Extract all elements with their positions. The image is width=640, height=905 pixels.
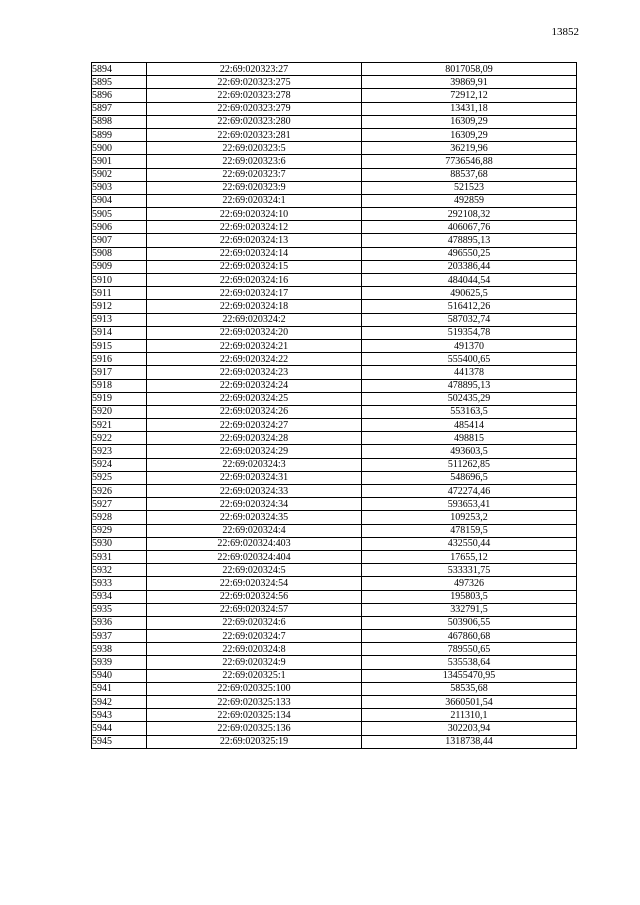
table-row	[92, 339, 577, 352]
value-cell: 503906,55	[362, 616, 577, 629]
cadastral-number-cell: 22:69:020325:1	[147, 669, 362, 682]
cadastral-number-cell: 22:69:020323:280	[147, 115, 362, 128]
value-cell: 789550,65	[362, 643, 577, 656]
table-row	[92, 260, 577, 273]
value-cell: 195803,5	[362, 590, 577, 603]
row-number-cell: 5945	[92, 735, 147, 748]
cadastral-number-cell: 22:69:020324:31	[147, 471, 362, 484]
cadastral-number-cell: 22:69:020324:6	[147, 616, 362, 629]
table-row	[92, 630, 577, 643]
value-cell: 3660501,54	[362, 696, 577, 709]
value-cell: 490625,5	[362, 287, 577, 300]
cadastral-number-cell: 22:69:020324:21	[147, 339, 362, 352]
value-cell: 211310,1	[362, 709, 577, 722]
value-cell: 496550,25	[362, 247, 577, 260]
value-cell: 478159,5	[362, 524, 577, 537]
cadastral-number-cell: 22:69:020324:20	[147, 326, 362, 339]
table-row	[92, 577, 577, 590]
row-number-cell: 5941	[92, 682, 147, 695]
row-number-cell: 5903	[92, 181, 147, 194]
table-row	[92, 326, 577, 339]
cadastral-number-cell: 22:69:020324:13	[147, 234, 362, 247]
table-row	[92, 432, 577, 445]
cadastral-number-cell: 22:69:020324:25	[147, 392, 362, 405]
table-body	[92, 63, 577, 749]
row-number-cell: 5933	[92, 577, 147, 590]
row-number-cell: 5928	[92, 511, 147, 524]
row-number-cell: 5931	[92, 550, 147, 563]
cadastral-number-cell: 22:69:020325:134	[147, 709, 362, 722]
row-number-cell: 5909	[92, 260, 147, 273]
cadastral-number-cell: 22:69:020324:5	[147, 564, 362, 577]
cadastral-number-cell: 22:69:020324:33	[147, 485, 362, 498]
cadastral-number-cell: 22:69:020324:3	[147, 458, 362, 471]
cadastral-number-cell: 22:69:020324:29	[147, 445, 362, 458]
value-cell: 519354,78	[362, 326, 577, 339]
value-cell: 292108,32	[362, 208, 577, 221]
cadastral-number-cell: 22:69:020324:403	[147, 537, 362, 550]
table-row	[92, 366, 577, 379]
cadastral-number-cell: 22:69:020324:14	[147, 247, 362, 260]
table-row	[92, 392, 577, 405]
value-cell: 498815	[362, 432, 577, 445]
table-row	[92, 102, 577, 115]
value-cell: 491370	[362, 339, 577, 352]
value-cell: 587032,74	[362, 313, 577, 326]
table-row	[92, 419, 577, 432]
value-cell: 478895,13	[362, 379, 577, 392]
cadastral-number-cell: 22:69:020324:23	[147, 366, 362, 379]
value-cell: 39869,91	[362, 76, 577, 89]
row-number-cell: 5929	[92, 524, 147, 537]
cadastral-number-cell: 22:69:020324:34	[147, 498, 362, 511]
cadastral-number-cell: 22:69:020323:9	[147, 181, 362, 194]
value-cell: 302203,94	[362, 722, 577, 735]
cadastral-number-cell: 22:69:020325:133	[147, 696, 362, 709]
cadastral-number-cell: 22:69:020324:2	[147, 313, 362, 326]
cadastral-number-cell: 22:69:020323:6	[147, 155, 362, 168]
table-row	[92, 458, 577, 471]
table-row	[92, 234, 577, 247]
table-row	[92, 696, 577, 709]
row-number-cell: 5943	[92, 709, 147, 722]
value-cell: 36219,96	[362, 142, 577, 155]
value-cell: 593653,41	[362, 498, 577, 511]
row-number-cell: 5907	[92, 234, 147, 247]
cadastral-number-cell: 22:69:020324:1	[147, 194, 362, 207]
row-number-cell: 5905	[92, 208, 147, 221]
value-cell: 478895,13	[362, 234, 577, 247]
cadastral-number-cell: 22:69:020324:9	[147, 656, 362, 669]
row-number-cell: 5937	[92, 630, 147, 643]
row-number-cell: 5923	[92, 445, 147, 458]
table-row	[92, 287, 577, 300]
cadastral-number-cell: 22:69:020325:19	[147, 735, 362, 748]
value-cell: 203386,44	[362, 260, 577, 273]
cadastral-number-cell: 22:69:020323:281	[147, 128, 362, 141]
table-row	[92, 643, 577, 656]
table-row	[92, 735, 577, 748]
row-number-cell: 5908	[92, 247, 147, 260]
value-cell: 535538,64	[362, 656, 577, 669]
table-row	[92, 194, 577, 207]
row-number-cell: 5944	[92, 722, 147, 735]
row-number-cell: 5940	[92, 669, 147, 682]
table-row	[92, 550, 577, 563]
row-number-cell: 5922	[92, 432, 147, 445]
cadastral-number-cell: 22:69:020324:28	[147, 432, 362, 445]
row-number-cell: 5938	[92, 643, 147, 656]
value-cell: 497326	[362, 577, 577, 590]
value-cell: 88537,68	[362, 168, 577, 181]
row-number-cell: 5917	[92, 366, 147, 379]
value-cell: 484044,54	[362, 274, 577, 287]
cadastral-number-cell: 22:69:020324:16	[147, 274, 362, 287]
value-cell: 332791,5	[362, 603, 577, 616]
cadastral-number-cell: 22:69:020324:24	[147, 379, 362, 392]
table-row	[92, 564, 577, 577]
cadastral-number-cell: 22:69:020324:54	[147, 577, 362, 590]
row-number-cell: 5934	[92, 590, 147, 603]
table-row	[92, 405, 577, 418]
table-row	[92, 498, 577, 511]
row-number-cell: 5901	[92, 155, 147, 168]
value-cell: 432550,44	[362, 537, 577, 550]
cadastral-number-cell: 22:69:020324:404	[147, 550, 362, 563]
row-number-cell: 5899	[92, 128, 147, 141]
cadastral-number-cell: 22:69:020324:12	[147, 221, 362, 234]
row-number-cell: 5898	[92, 115, 147, 128]
value-cell: 441378	[362, 366, 577, 379]
row-number-cell: 5897	[92, 102, 147, 115]
table-row	[92, 208, 577, 221]
row-number-cell: 5935	[92, 603, 147, 616]
row-number-cell: 5894	[92, 63, 147, 76]
cadastral-value-table	[91, 62, 577, 749]
row-number-cell: 5900	[92, 142, 147, 155]
row-number-cell: 5896	[92, 89, 147, 102]
value-cell: 485414	[362, 419, 577, 432]
cadastral-number-cell: 22:69:020323:279	[147, 102, 362, 115]
value-cell: 1318738,44	[362, 735, 577, 748]
value-cell: 555400,65	[362, 353, 577, 366]
table-row	[92, 511, 577, 524]
value-cell: 511262,85	[362, 458, 577, 471]
row-number-cell: 5916	[92, 353, 147, 366]
table-row	[92, 128, 577, 141]
row-number-cell: 5925	[92, 471, 147, 484]
table-row	[92, 115, 577, 128]
row-number-cell: 5936	[92, 616, 147, 629]
table-row	[92, 722, 577, 735]
row-number-cell: 5924	[92, 458, 147, 471]
value-cell: 72912,12	[362, 89, 577, 102]
value-cell: 548696,5	[362, 471, 577, 484]
table-row	[92, 300, 577, 313]
row-number-cell: 5906	[92, 221, 147, 234]
cadastral-number-cell: 22:69:020324:57	[147, 603, 362, 616]
value-cell: 493603,5	[362, 445, 577, 458]
row-number-cell: 5902	[92, 168, 147, 181]
value-cell: 406067,76	[362, 221, 577, 234]
value-cell: 7736546,88	[362, 155, 577, 168]
table-row	[92, 221, 577, 234]
table-row	[92, 379, 577, 392]
row-number-cell: 5926	[92, 485, 147, 498]
cadastral-number-cell: 22:69:020324:17	[147, 287, 362, 300]
table-row	[92, 76, 577, 89]
value-cell: 516412,26	[362, 300, 577, 313]
table-row	[92, 445, 577, 458]
table-row	[92, 669, 577, 682]
row-number-cell: 5930	[92, 537, 147, 550]
table-row	[92, 709, 577, 722]
row-number-cell: 5942	[92, 696, 147, 709]
value-cell: 8017058,09	[362, 63, 577, 76]
value-cell: 13431,18	[362, 102, 577, 115]
table-row	[92, 63, 577, 76]
table-row	[92, 471, 577, 484]
row-number-cell: 5921	[92, 419, 147, 432]
value-cell: 502435,29	[362, 392, 577, 405]
table-row	[92, 524, 577, 537]
row-number-cell: 5912	[92, 300, 147, 313]
row-number-cell: 5913	[92, 313, 147, 326]
table-row	[92, 682, 577, 695]
value-cell: 553163,5	[362, 405, 577, 418]
row-number-cell: 5915	[92, 339, 147, 352]
row-number-cell: 5920	[92, 405, 147, 418]
cadastral-number-cell: 22:69:020325:100	[147, 682, 362, 695]
table-row	[92, 155, 577, 168]
row-number-cell: 5939	[92, 656, 147, 669]
value-cell: 17655,12	[362, 550, 577, 563]
cadastral-number-cell: 22:69:020324:10	[147, 208, 362, 221]
cadastral-number-cell: 22:69:020323:27	[147, 63, 362, 76]
value-cell: 16309,29	[362, 115, 577, 128]
value-cell: 533331,75	[362, 564, 577, 577]
table-row	[92, 603, 577, 616]
table-row	[92, 181, 577, 194]
table-row	[92, 656, 577, 669]
row-number-cell: 5919	[92, 392, 147, 405]
cadastral-number-cell: 22:69:020324:4	[147, 524, 362, 537]
table-row	[92, 353, 577, 366]
cadastral-number-cell: 22:69:020324:18	[147, 300, 362, 313]
value-cell: 13455470,95	[362, 669, 577, 682]
page-number: 13852	[551, 26, 579, 38]
cadastral-number-cell: 22:69:020323:5	[147, 142, 362, 155]
table-row	[92, 313, 577, 326]
row-number-cell: 5914	[92, 326, 147, 339]
table-row	[92, 168, 577, 181]
value-cell: 492859	[362, 194, 577, 207]
cadastral-number-cell: 22:69:020323:7	[147, 168, 362, 181]
table-row	[92, 89, 577, 102]
cadastral-number-cell: 22:69:020324:8	[147, 643, 362, 656]
cadastral-number-cell: 22:69:020324:7	[147, 630, 362, 643]
value-cell: 16309,29	[362, 128, 577, 141]
value-cell: 472274,46	[362, 485, 577, 498]
cadastral-number-cell: 22:69:020323:275	[147, 76, 362, 89]
row-number-cell: 5927	[92, 498, 147, 511]
value-cell: 58535,68	[362, 682, 577, 695]
row-number-cell: 5911	[92, 287, 147, 300]
table-row	[92, 247, 577, 260]
cadastral-number-cell: 22:69:020324:22	[147, 353, 362, 366]
value-cell: 521523	[362, 181, 577, 194]
table-row	[92, 537, 577, 550]
cadastral-number-cell: 22:69:020325:136	[147, 722, 362, 735]
table-row	[92, 485, 577, 498]
row-number-cell: 5904	[92, 194, 147, 207]
table-row	[92, 142, 577, 155]
cadastral-number-cell: 22:69:020324:26	[147, 405, 362, 418]
value-cell: 467860,68	[362, 630, 577, 643]
row-number-cell: 5895	[92, 76, 147, 89]
cadastral-number-cell: 22:69:020324:27	[147, 419, 362, 432]
cadastral-number-cell: 22:69:020323:278	[147, 89, 362, 102]
row-number-cell: 5910	[92, 274, 147, 287]
cadastral-number-cell: 22:69:020324:35	[147, 511, 362, 524]
cadastral-number-cell: 22:69:020324:15	[147, 260, 362, 273]
row-number-cell: 5932	[92, 564, 147, 577]
table-row	[92, 590, 577, 603]
value-cell: 109253,2	[362, 511, 577, 524]
table-row	[92, 616, 577, 629]
table-row	[92, 274, 577, 287]
cadastral-number-cell: 22:69:020324:56	[147, 590, 362, 603]
row-number-cell: 5918	[92, 379, 147, 392]
